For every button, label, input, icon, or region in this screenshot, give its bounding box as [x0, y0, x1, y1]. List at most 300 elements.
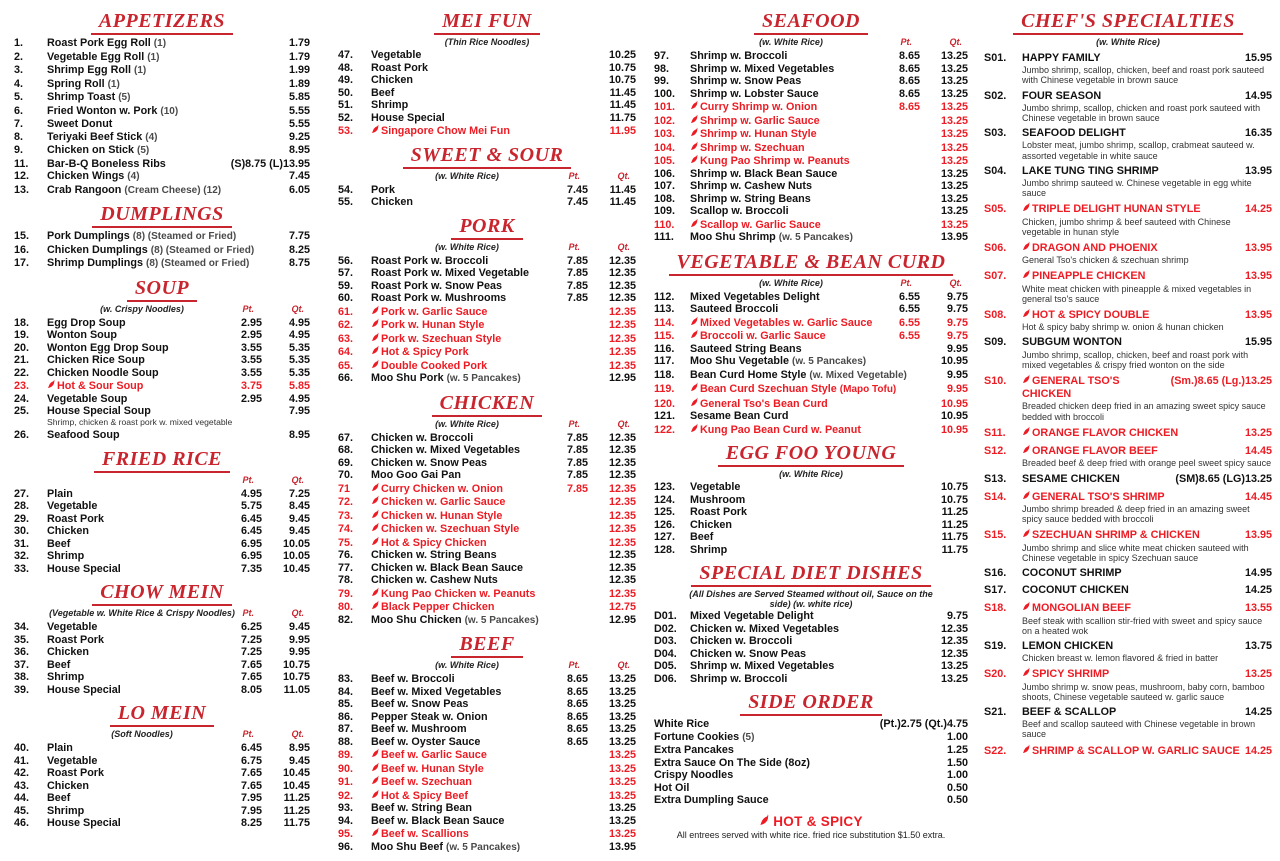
menu-item — [654, 343, 968, 356]
item-price-quart: 12.35 — [608, 305, 636, 318]
item-price: 0.50 — [946, 794, 968, 806]
item-note: (5) — [137, 145, 150, 156]
chili-pepper-icon — [371, 345, 379, 355]
item-name-cell — [1022, 90, 1245, 103]
item-name-cell — [47, 513, 218, 526]
item-price: 7.75 — [288, 230, 310, 242]
item-price-pint: 6.45 — [240, 742, 262, 755]
item-name: Scallop w. Garlic Sauce — [700, 218, 821, 231]
item-name: Chicken w. Cashew Nuts — [371, 574, 498, 586]
chili-pepper-icon — [371, 587, 379, 597]
chili-pepper-icon — [371, 124, 379, 134]
item-name-cell — [371, 736, 544, 749]
item-price-pint: 6.95 — [240, 537, 262, 550]
section-subtitle: (w. White Rice) — [435, 241, 499, 252]
menu-item — [14, 144, 310, 158]
item-name: Chicken w. Garlic Sauce — [381, 496, 506, 508]
item-price-pint: 7.65 — [240, 658, 262, 671]
chili-pepper-icon — [690, 114, 698, 124]
hot-and-spicy-label: HOT & SPICY — [773, 813, 863, 829]
menu-item — [338, 318, 636, 332]
item-note: (1) — [153, 38, 167, 49]
item-name-cell — [47, 158, 231, 171]
item-name-cell — [371, 748, 588, 762]
item-name-cell — [1022, 202, 1245, 216]
item-name: Shrimp — [690, 543, 728, 556]
item-name: Beef w. String Bean — [371, 802, 472, 814]
item-number: 91. — [338, 776, 354, 788]
menu-item — [14, 405, 310, 418]
item-number: D01. — [654, 610, 677, 622]
item-note: (w. 5 Pancakes) — [446, 373, 521, 384]
item-price-quart: 13.25 — [608, 762, 636, 775]
item-name-cell — [690, 635, 941, 648]
item-name: Kung Pao Shrimp w. Peanuts — [700, 155, 850, 167]
menu-item — [654, 544, 968, 557]
item-number: 6. — [14, 104, 24, 117]
item-number: 54. — [338, 183, 354, 196]
item-name-cell — [371, 789, 588, 803]
chili-pepper-icon — [371, 509, 379, 519]
section-subtitle: (w. White Rice) — [435, 660, 499, 670]
item-name: Roast Pork w. Mushrooms — [371, 292, 507, 304]
item-name-cell — [1022, 473, 1175, 486]
item-name-cell — [371, 332, 588, 346]
pint-column-label: Pt. — [242, 474, 254, 485]
menu-item — [338, 711, 636, 724]
item-price-quart: 10.05 — [282, 537, 310, 550]
item-price-quart: 13.25 — [608, 698, 636, 710]
chili-pepper-icon — [1022, 426, 1030, 436]
item-name-cell — [371, 587, 588, 601]
menu-section — [338, 145, 636, 209]
item-name-cell — [371, 562, 588, 575]
item-price: 11.25 — [941, 506, 968, 518]
item-name-cell — [654, 718, 880, 731]
item-name-cell — [1022, 640, 1245, 653]
item-price-quart: 12.95 — [608, 613, 636, 626]
item-number: 69. — [338, 456, 354, 469]
menu-section — [654, 692, 968, 807]
item-price-quart: 7.95 — [288, 405, 310, 417]
item-price-pint: 8.65 — [566, 685, 588, 698]
item-number: 83. — [338, 673, 354, 685]
item-name: Beef w. Oyster Sauce — [371, 735, 481, 748]
item-name: Bean Curd Szechuan Style — [700, 383, 837, 395]
menu-item — [338, 827, 636, 841]
item-number: S05. — [984, 203, 1007, 216]
item-price-pint: 6.55 — [898, 303, 920, 315]
item-name-cell — [1022, 52, 1245, 65]
item-price-quart: 13.25 — [940, 87, 968, 100]
item-name: Chicken — [47, 525, 90, 538]
item-name: LEMON CHICKEN — [1022, 639, 1114, 652]
menu-item — [984, 640, 1272, 653]
item-note: (1) — [107, 78, 120, 90]
menu-item — [654, 506, 968, 519]
item-price-quart: 8.95 — [288, 742, 310, 755]
item-name-cell — [690, 88, 876, 101]
item-name: Shrimp — [47, 804, 85, 817]
menu-item — [14, 792, 310, 805]
quart-column-label: Qt. — [291, 608, 304, 619]
item-name: COCONUT SHRIMP — [1022, 566, 1122, 579]
menu-item — [654, 88, 968, 101]
item-number: 105. — [654, 155, 676, 167]
menu-item — [654, 154, 968, 168]
item-name-cell — [690, 231, 920, 245]
item-price-pint: 8.65 — [566, 723, 588, 735]
chili-pepper-icon — [690, 382, 698, 392]
item-name: Vegetable — [371, 49, 422, 61]
item-description: Jumbo shrimp, scallop, chicken, beef and roast pork sauteed with Chinese vegetable in brown sauce — [1022, 65, 1265, 86]
menu-section — [654, 252, 968, 437]
item-name: Roast Pork — [47, 633, 104, 646]
item-price-pint: 7.45 — [566, 183, 588, 196]
item-price: 13.95 — [1244, 309, 1272, 322]
item-number: 53. — [338, 125, 354, 137]
item-note: (w. 5 Pancakes) — [464, 614, 539, 626]
item-number: 125. — [654, 506, 676, 518]
item-name: Mushroom — [690, 493, 746, 506]
item-name-cell — [47, 244, 289, 258]
item-name-cell — [371, 841, 588, 855]
menu-item — [654, 531, 968, 544]
item-name-cell — [654, 731, 947, 745]
menu-item — [14, 563, 310, 576]
section-title-text: BEEF — [451, 634, 522, 658]
item-name: Shrimp w. Mixed Vegetables — [690, 660, 835, 672]
item-name-cell — [47, 755, 218, 768]
menu-item — [654, 494, 968, 507]
item-name: Shrimp — [47, 671, 85, 684]
menu-item — [14, 525, 310, 538]
item-price-pint: 7.25 — [240, 646, 262, 659]
item-name: Shrimp w. Mixed Vegetables — [690, 62, 835, 75]
menu-item — [338, 686, 636, 699]
item-name: Shrimp w. String Beans — [690, 192, 811, 205]
menu-item — [654, 397, 968, 411]
item-name: Extra Pancakes — [654, 744, 734, 756]
menu-item — [338, 267, 636, 280]
section-subtitle: (w. White Rice) — [1096, 37, 1160, 47]
item-price-pint: 7.85 — [566, 444, 588, 456]
item-price-quart: 13.25 — [940, 180, 968, 192]
item-price-quart: 13.25 — [608, 673, 636, 685]
menu-item — [338, 345, 636, 359]
item-number: 94. — [338, 814, 354, 827]
item-price-quart: 4.95 — [288, 329, 310, 341]
item-name-cell — [47, 684, 218, 697]
item-name-cell — [690, 100, 876, 114]
item-name-cell — [47, 379, 218, 393]
chili-pepper-icon — [47, 379, 55, 389]
item-name-cell — [690, 544, 942, 557]
menu-section — [14, 204, 310, 271]
item-number: 64. — [338, 346, 354, 358]
chili-pepper-icon — [371, 536, 379, 546]
item-number: 128. — [654, 543, 676, 556]
item-number: 47. — [338, 49, 354, 61]
item-name-cell — [371, 469, 544, 482]
menu-column-1 — [14, 10, 310, 837]
item-price-pint: 8.65 — [898, 87, 920, 100]
item-name-cell — [1022, 490, 1245, 504]
item-price-pint: 7.95 — [240, 804, 262, 817]
item-name-cell — [47, 646, 218, 659]
menu-item — [338, 698, 636, 711]
item-price: 9.75 — [946, 610, 968, 622]
item-name-cell — [690, 316, 876, 330]
menu-section — [338, 216, 636, 386]
item-name: MONGOLIAN BEEF — [1032, 602, 1131, 615]
item-price: 14.25 — [1244, 705, 1272, 718]
item-name: Shrimp w. Lobster Sauce — [690, 87, 819, 100]
section-subtitle: (Soft Noodles) — [111, 729, 173, 740]
item-price: (S)8.75 (L)13.95 — [230, 157, 310, 170]
item-name-cell — [1022, 426, 1245, 440]
item-name-cell — [690, 369, 920, 383]
item-name-cell — [47, 792, 218, 805]
item-name-cell — [690, 63, 876, 76]
menu-item — [14, 671, 310, 684]
item-name-cell — [47, 144, 289, 158]
section-title-text: CHEF'S SPECIALTIES — [1013, 11, 1243, 35]
item-price-quart: 13.25 — [940, 101, 968, 113]
item-description: Beef and scallop sauteed with Chinese vegetable in brown sauce — [1022, 719, 1256, 740]
item-price: 14.45 — [1244, 445, 1272, 458]
item-number: 117. — [654, 355, 675, 367]
item-number: 52. — [338, 111, 354, 124]
item-price-quart: 9.45 — [288, 621, 310, 634]
item-number: 39. — [14, 683, 30, 696]
menu-item — [338, 549, 636, 562]
menu-section — [14, 278, 310, 442]
item-description: White meat chicken with pineapple & mixed vegetables in general tso's sauce — [1022, 283, 1252, 304]
chili-pepper-icon — [371, 482, 379, 492]
chili-pepper-icon — [690, 127, 698, 137]
menu-item — [984, 473, 1272, 486]
item-price-quart: 9.95 — [946, 342, 968, 355]
item-price-quart: 12.35 — [608, 444, 636, 456]
menu-item — [984, 374, 1272, 401]
item-name: Beef w. Mixed Vegetables — [371, 685, 502, 698]
item-number: 96. — [338, 840, 354, 853]
item-price: 13.25 — [1244, 426, 1272, 439]
item-description: Jumbo shrimp and slice white meat chicken sauteed with Chinese vegetable in spicy Szechuan sauce — [1022, 542, 1249, 563]
item-name-cell — [371, 457, 544, 470]
menu-item — [654, 193, 968, 206]
section-title-text: SPECIAL DIET DISHES — [691, 563, 930, 587]
item-price-pint: 8.25 — [240, 817, 262, 830]
menu-item — [654, 794, 968, 807]
item-price: 9.25 — [288, 130, 310, 143]
item-name-cell — [47, 621, 218, 634]
item-price-quart: 4.95 — [288, 392, 310, 405]
chili-pepper-icon — [690, 329, 698, 339]
menu-item — [14, 342, 310, 355]
item-description: Jumbo shrimp sauteed w. Chinese vegetable in egg white sauce — [1022, 178, 1252, 199]
item-number: 74. — [338, 523, 354, 535]
item-name: GENERAL TSO'S SHRIMP — [1032, 490, 1165, 503]
item-name-cell — [690, 519, 942, 532]
item-name: Sauteed Broccoli — [690, 303, 779, 315]
menu-item — [338, 736, 636, 749]
section-header-row — [654, 469, 968, 480]
item-price-pint: 7.85 — [566, 456, 588, 469]
menu-section — [654, 563, 968, 685]
item-name: Chicken w. Broccoli — [690, 635, 793, 647]
pint-column-label: Pt. — [568, 418, 580, 429]
item-name-cell — [371, 432, 544, 445]
item-number: 72. — [338, 496, 354, 508]
menu-section — [984, 11, 1272, 758]
item-name: Roast Pork w. Broccoli — [371, 254, 489, 267]
menu-item — [338, 49, 636, 62]
item-price-quart: 12.35 — [608, 431, 636, 444]
chili-pepper-icon — [371, 318, 379, 328]
item-description: Beef steak with scallion stir-fried with sweet and spicy sauce on a heated wok — [1022, 615, 1263, 636]
menu-item — [14, 78, 310, 92]
item-price-quart: 5.35 — [288, 354, 310, 366]
item-name: Beef — [47, 792, 71, 805]
item-price-pint: 8.65 — [566, 710, 588, 723]
menu-item — [654, 205, 968, 218]
item-number: D05. — [654, 660, 677, 672]
item-number: 46. — [14, 817, 30, 830]
menu-item — [654, 782, 968, 795]
menu-item — [654, 648, 968, 661]
menu-item — [654, 410, 968, 423]
item-name: DRAGON AND PHOENIX — [1032, 242, 1158, 255]
item-name-cell — [690, 397, 920, 411]
item-price-pint: 7.25 — [240, 633, 262, 646]
item-price: 8.95 — [288, 144, 310, 156]
item-name: Hot & Spicy Pork — [381, 346, 469, 358]
item-description: Breaded beef & deep fried with orange peel sweet spicy sauce — [1022, 458, 1272, 469]
item-name: Beef w. Garlic Sauce — [381, 749, 487, 761]
item-name-cell — [47, 118, 289, 131]
menu-item — [14, 780, 310, 793]
menu-item — [338, 723, 636, 736]
item-number: S21. — [984, 705, 1007, 718]
item-name-cell — [654, 744, 947, 757]
item-price-quart: 11.45 — [609, 196, 636, 208]
item-price-quart: 13.25 — [608, 749, 636, 761]
item-number: 49. — [338, 74, 354, 86]
item-price-pint: 8.65 — [566, 673, 588, 685]
section-title — [14, 278, 310, 302]
item-name-cell — [690, 673, 941, 686]
item-note: (8) (Steamed or Fried) — [132, 231, 237, 242]
item-name-cell — [371, 815, 588, 828]
item-price-quart: 12.35 — [608, 469, 636, 481]
chili-pepper-icon — [690, 100, 698, 110]
chili-pepper-icon — [1022, 601, 1030, 611]
item-name: Vegetable Egg Roll — [47, 50, 145, 63]
menu-item — [984, 241, 1272, 255]
menu-item — [14, 646, 310, 659]
item-name: Beef — [47, 537, 71, 550]
item-price: 14.25 — [1244, 744, 1272, 757]
item-name: Scallop w. Broccoli — [690, 205, 789, 217]
item-number: 9. — [14, 144, 24, 156]
item-price-pint: 8.65 — [898, 50, 920, 62]
section-header-row — [338, 171, 636, 183]
menu-column-4 — [984, 10, 1272, 765]
item-number: 106. — [654, 167, 676, 180]
item-name: Chicken w. Broccoli — [371, 431, 474, 444]
item-number: 80. — [338, 601, 354, 613]
item-number: 26. — [14, 429, 30, 442]
chili-pepper-icon — [1022, 667, 1030, 677]
item-price: 12.35 — [940, 622, 968, 635]
item-price-quart: 12.35 — [608, 332, 636, 345]
item-name-cell — [371, 802, 588, 815]
item-name-cell — [1022, 744, 1245, 758]
menu-section — [338, 634, 636, 854]
item-price-pint: 7.45 — [566, 196, 588, 208]
item-name: Beef — [371, 86, 395, 99]
item-price: 13.95 — [1244, 270, 1272, 283]
item-price: 11.75 — [941, 543, 968, 556]
section-subtitle: (Thin Rice Noodles) — [444, 37, 530, 47]
item-name: Black Pepper Chicken — [381, 601, 495, 613]
section-title-text: CHOW MEIN — [92, 582, 232, 606]
quart-column-label: Qt. — [617, 660, 630, 670]
item-price-pint: 7.65 — [240, 671, 262, 684]
menu-item — [654, 291, 968, 304]
menu-item — [14, 634, 310, 647]
menu-item — [14, 379, 310, 393]
menu-item — [338, 775, 636, 789]
item-number: S01. — [984, 52, 1007, 64]
item-number: 45. — [14, 804, 30, 817]
menu-item — [338, 372, 636, 386]
item-price-quart: 12.35 — [608, 509, 636, 522]
item-name: Double Cooked Pork — [381, 359, 488, 372]
item-price-pint: 3.75 — [240, 380, 262, 392]
item-price: 5.55 — [288, 104, 310, 117]
item-name: Shrimp — [47, 550, 85, 563]
item-name: Broccoli w. Garlic Sauce — [700, 330, 826, 342]
item-name: Chicken w. Mixed Vegetables — [690, 622, 840, 635]
item-price: (Sm.)8.65 (Lg.)13.25 — [1170, 375, 1272, 388]
item-number: 55. — [338, 196, 354, 208]
item-name: Beef w. Black Bean Sauce — [371, 814, 505, 827]
menu-item — [14, 367, 310, 380]
item-price-quart: 13.25 — [940, 128, 968, 140]
item-price-quart: 13.25 — [608, 723, 636, 735]
item-name-cell — [1022, 444, 1245, 458]
section-header-row — [14, 729, 310, 741]
item-name-cell — [690, 154, 920, 168]
menu-item — [984, 584, 1272, 597]
item-name: Shrimp w. Broccoli — [690, 672, 788, 685]
item-name-cell — [371, 372, 588, 386]
item-name-cell — [371, 827, 588, 841]
item-name-cell — [690, 610, 947, 623]
chili-pepper-icon — [371, 748, 379, 758]
item-name-cell — [371, 495, 588, 509]
item-price-quart: 10.45 — [282, 562, 310, 575]
item-name: Beef — [47, 658, 71, 671]
item-number: 110. — [654, 218, 675, 231]
item-note: (Cream Cheese) (12) — [124, 184, 222, 196]
chili-pepper-icon — [690, 397, 698, 407]
item-price: 14.25 — [1244, 203, 1272, 216]
menu-item — [654, 114, 968, 128]
